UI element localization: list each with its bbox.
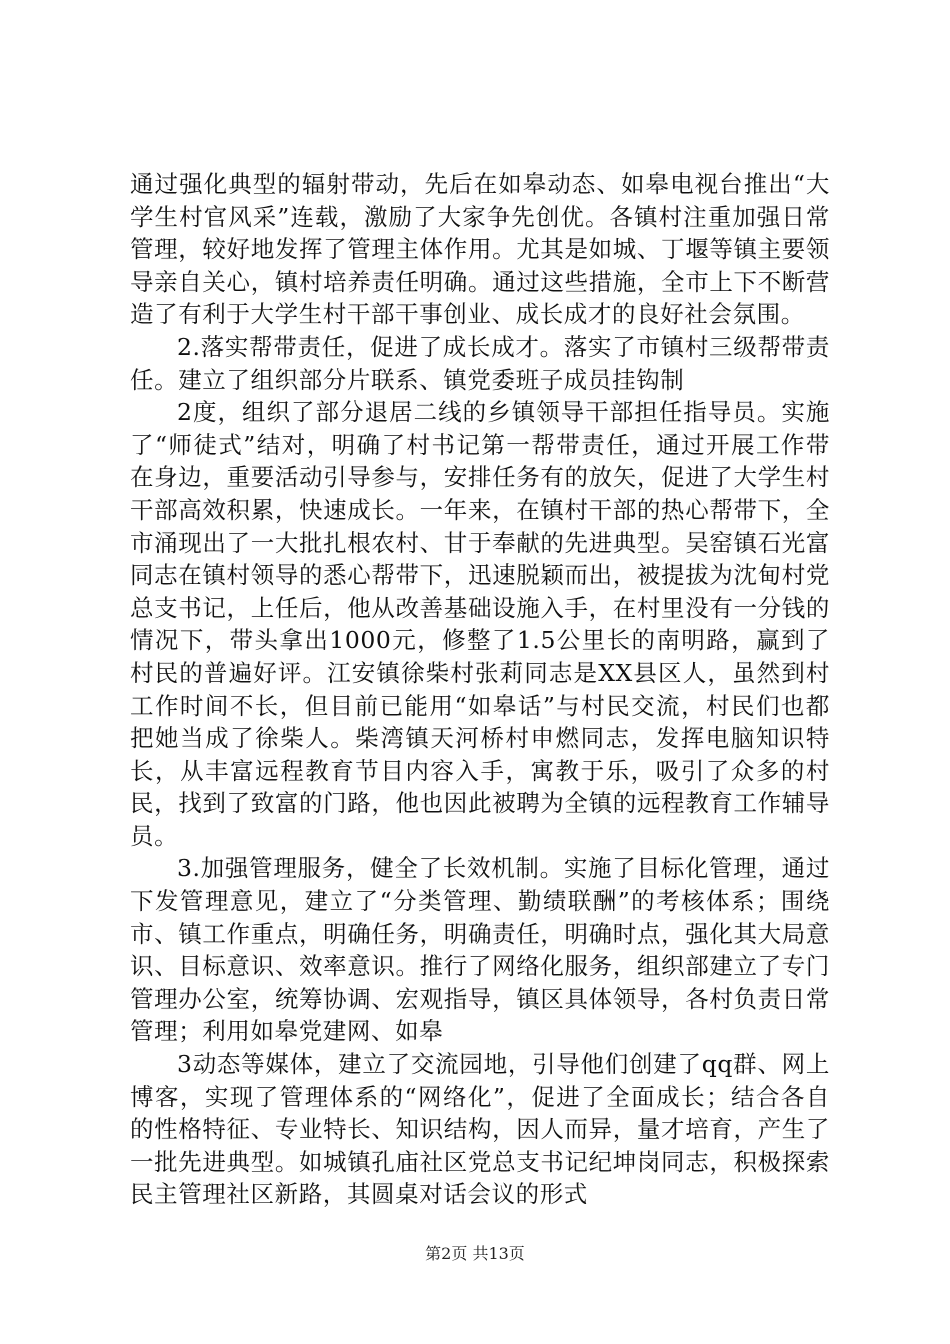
paragraph-3: 2度，组织了部分退居二线的乡镇领导干部担任指导员。实施了“师徒式”结对，明确了村书记第一帮带责任，通过开展工作带在身边，重要活动引导参与，安排任务有的放矢，促进了大学生村干部高效积累，快速成长。一年来，在镇村干部的热心帮带下，全市涌现出了一大批扎根农村、甘于奉献的先进典型。吴窑镇石光富同志在镇村领导的悉心帮带下，迅速脱颖而出，被提拔为沈甸村党总支书记，上任后，他从改善基础设施入手，在村里没有一分钱的情况下，带头拿出1000元，修整了1.5公里长的南明路，赢到了村民的普遍好评。江安镇徐柴村张莉同志是XX县区人，虽然到村工作时间不长，但目前已能用“如皋话”与村民交流，村民们也都把她当成了徐柴人。柴湾镇天河桥村申燃同志，发挥电脑知识特长，从丰富远程教育节目内容入手，寓教于乐，吸引了众多的村民，找到了致富的门路，他也因此被聘为全镇的远程教育工作辅导员。 (130, 398, 830, 850)
page-footer: 第2页 共13页 (425, 1244, 525, 1263)
paragraph-5: 3动态等媒体，建立了交流园地，引导他们创建了qq群、网上博客，实现了管理体系的“网络化”，促进了全面成长；结合各自的性格特征、专业特长、知识结构，因人而异，量才培育，产生了一批先进典型。如城镇孔庙社区党总支书记纪坤岗同志，积极探索民主管理社区新路，其圆桌对话会议的形式 (130, 1050, 830, 1209)
paragraph-1: 通过强化典型的辐射带动，先后在如皋动态、如皋电视台推出“大学生村官风采”连载，激励了大家争先创优。各镇村注重加强日常管理，较好地发挥了管理主体作用。尤其是如城、丁堰等镇主要领导亲自关心，镇村培养责任明确。通过这些措施，全市上下不断营造了有利于大学生村干部干事创业、成长成才的良好社会氛围。 (130, 170, 830, 329)
paragraph-4: 3.加强管理服务，健全了长效机制。实施了目标化管理，通过下发管理意见，建立了“分类管理、勤绩联酬”的考核体系；围绕市、镇工作重点，明确任务，明确责任，明确时点，强化其大局意识、目标意识、效率意识。推行了网络化服务，组织部建立了专门管理办公室，统筹协调、宏观指导，镇区具体领导，各村负责日常管理；利用如皋党建网、如皋 (130, 854, 830, 1046)
document-body (130, 168, 830, 1211)
paragraph-2: 2.落实帮带责任，促进了成长成才。落实了市镇村三级帮带责任。建立了组织部分片联系、镇党委班子成员挂钩制 (130, 332, 830, 394)
